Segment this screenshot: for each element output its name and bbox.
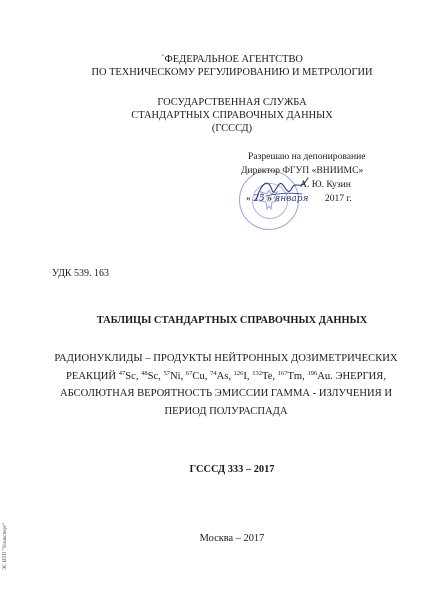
nuclide-symbol: Te, [261,370,278,382]
nuclide-5 [234,371,253,382]
nuclide-7 [278,371,308,382]
nuclide-list [119,371,336,382]
subject-line-3: АБСОЛЮТНАЯ ВЕРОЯТНОСТЬ ЭМИССИИ ГАММА - ИЗЛУЧЕНИЯ И [59,388,393,399]
nuclide-symbol: Sc, [125,370,142,382]
subject-line-2 [28,368,424,386]
date-day: 25 [253,194,265,204]
nuclide-4 [210,371,234,382]
subject-line-1: РАДИОНУКЛИДЫ – ПРОДУКТЫ НЕЙТРОННЫХ ДОЗИМЕТРИЧЕСКИХ [54,353,398,364]
nuclide-mass-number: 48 [141,369,148,377]
nuclide-2 [164,371,186,382]
date-month: января [274,194,309,204]
agency-line-1: `ФЕДЕРАЛЬНОЕ АГЕНТСТВО [161,54,303,65]
approval-block [232,150,402,206]
nuclide-symbol: As, [216,370,234,382]
nuclide-mass-number: 126 [233,369,244,377]
nuclide-symbol: Sc, [147,370,164,382]
nuclide-symbol: Cu, [192,370,211,382]
approval-date [232,192,402,206]
nuclide-1 [141,371,163,382]
udk-code: УДК 539. 163 [52,268,110,279]
nuclide-mass-number: 196 [307,369,318,377]
service-line-1: ГОСУДАРСТВЕННАЯ СЛУЖБА [157,97,307,108]
issuing-organization [40,53,424,135]
side-watermark-stamp: ЭС ИТП "Техэксперт" [3,522,8,570]
date-quote-close: » [267,193,272,204]
nuclide-mass-number: 57 [163,369,170,377]
nuclide-mass-number: 167 [277,369,288,377]
date-year: 2017 г. [324,193,352,204]
subject-line-2-prefix: РЕАКЦИЙ [66,370,119,382]
nuclide-8 [307,371,335,382]
nuclide-symbol: Ni, [170,370,186,382]
subject-line-4: ПЕРИОД ПОЛУРАСПАДА [164,405,288,417]
gsssd-code: ГСССД 333 – 2017 [189,464,275,475]
nuclide-symbol: Tm, [287,370,308,382]
nuclide-0 [119,371,141,382]
date-quote-open: « [246,193,251,204]
nuclide-mass-number: 74 [210,369,217,377]
approval-permission: Разрешаю на депонирование [248,151,366,162]
approval-position: Директор ФГУП «ВНИИМС» [241,165,364,176]
service-line-3: (ГСССД) [211,123,253,134]
approval-signatory-name: А. Ю. Кузин [300,179,351,190]
nuclide-mass-number: 67 [185,369,193,377]
nuclide-symbol: I, [243,370,253,382]
nuclide-3 [186,371,210,382]
nuclide-6 [252,371,277,382]
city-year: Москва – 2017 [199,533,265,544]
document-subject [28,350,424,420]
subject-line-2-suffix: ЭНЕРГИЯ, [335,370,386,382]
nuclide-mass-number: 132 [252,369,262,377]
nuclide-mass-number: 47 [118,369,126,377]
nuclide-symbol: Au. [317,370,336,382]
service-line-2: СТАНДАРТНЫХ СПРАВОЧНЫХ ДАННЫХ [131,110,333,121]
document-title: ТАБЛИЦЫ СТАНДАРТНЫХ СПРАВОЧНЫХ ДАННЫХ [96,315,368,326]
agency-line-2: ПО ТЕХНИЧЕСКОМУ РЕГУЛИРОВАНИЮ И МЕТРОЛОГИИ [91,67,373,78]
